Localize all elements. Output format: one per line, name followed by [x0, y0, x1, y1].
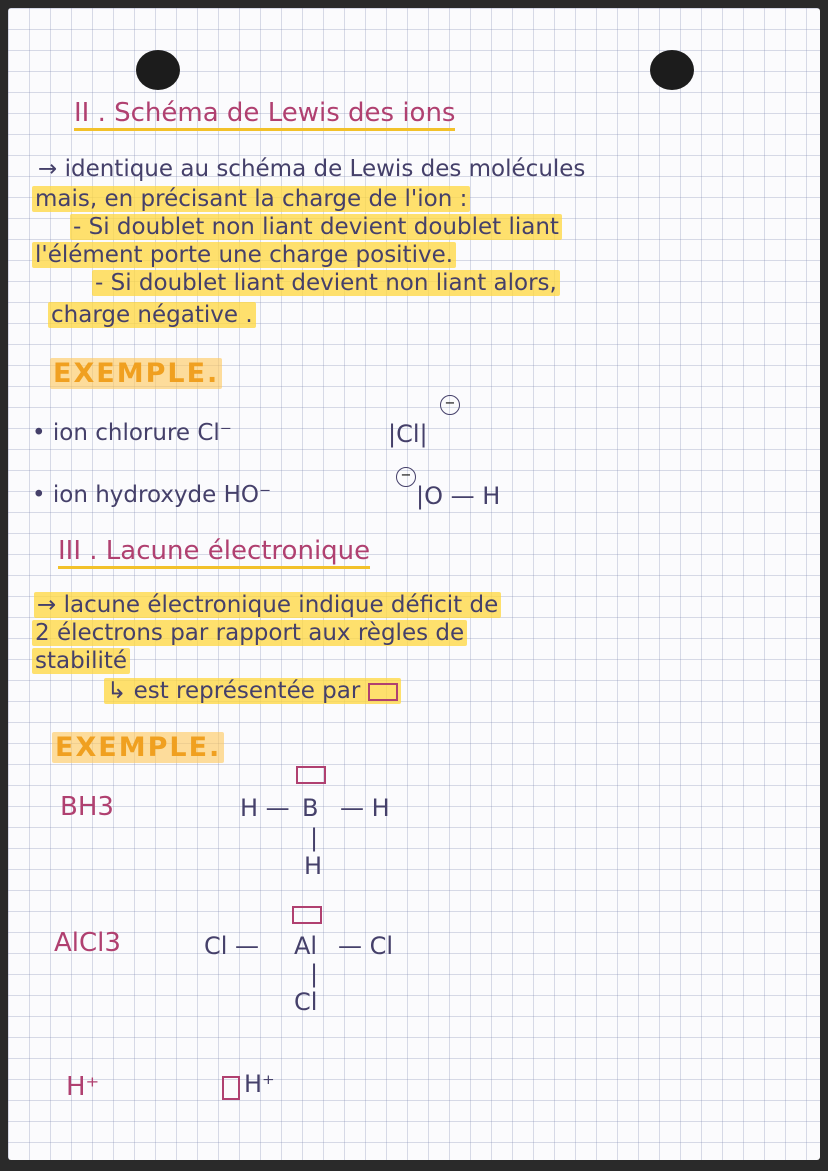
hplus-structure: H⁺ — [244, 1070, 275, 1098]
hplus-formula: H⁺ — [66, 1072, 100, 1102]
section3-title: III . Lacune électronique — [58, 538, 370, 569]
bh3-formula: BH3 — [60, 792, 114, 822]
section2-line-1: → identique au schéma de Lewis des molécules — [38, 156, 586, 182]
punch-hole-right — [650, 50, 694, 90]
example-hydroxide-name: • ion hydroxyde HO⁻ — [32, 482, 272, 508]
lacuna-box-icon — [292, 906, 322, 924]
section2-line-3: - Si doublet non liant devient doublet liant — [70, 216, 562, 239]
section3-line-3: stabilité — [32, 650, 130, 673]
negative-charge-icon: − — [396, 466, 416, 487]
section2-line-4: l'élément porte une charge positive. — [32, 244, 456, 267]
alcl3-bond: | — [310, 960, 319, 988]
lacuna-box-icon — [368, 683, 398, 701]
alcl3-left: Cl — — [204, 932, 260, 960]
example-chloride-name: • ion chlorure Cl⁻ — [32, 420, 232, 446]
lacuna-box-icon — [222, 1076, 240, 1100]
section2-example-label: EXEMPLE. — [50, 360, 222, 387]
section3-example-label: EXEMPLE. — [52, 734, 224, 761]
alcl3-bottom: Cl — [294, 988, 318, 1016]
notebook-page — [8, 8, 820, 1160]
example-chloride-structure: |Cl| — [388, 420, 428, 448]
section2-line-6: charge négative . — [48, 304, 256, 327]
bh3-bottom: H — [304, 852, 323, 880]
bh3-bond: | — [310, 824, 319, 852]
alcl3-right: — Cl — [338, 932, 394, 960]
section2-line-5: - Si doublet liant devient non liant alors, — [92, 272, 560, 295]
punch-hole-left — [136, 50, 180, 90]
bh3-left: H — — [240, 794, 290, 822]
bh3-center: B — [302, 794, 319, 822]
section3-line-2: 2 électrons par rapport aux règles de — [32, 622, 467, 645]
section3-line-4: ↳ est représentée par — [104, 680, 401, 703]
negative-charge-icon: − — [440, 394, 460, 415]
section2-line-2: mais, en précisant la charge de l'ion : — [32, 188, 470, 211]
alcl3-center: Al — [294, 932, 318, 960]
bh3-right: — H — [340, 794, 390, 822]
section2-title: II . Schéma de Lewis des ions — [74, 100, 455, 131]
alcl3-formula: AlCl3 — [54, 928, 121, 958]
section3-line-1: → lacune électronique indique déficit de — [34, 594, 501, 617]
lacuna-box-icon — [296, 766, 326, 784]
example-hydroxide-structure: |O — H — [416, 482, 501, 510]
